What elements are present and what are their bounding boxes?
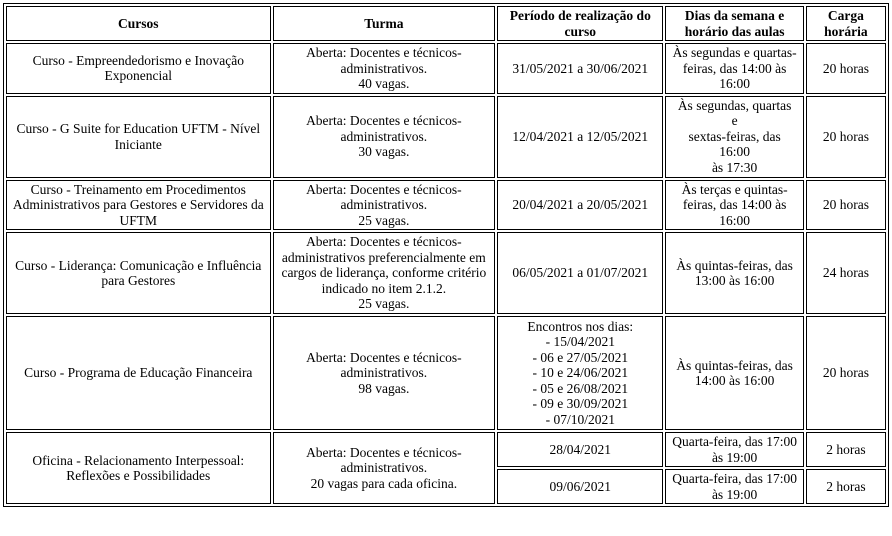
- cell-dias: Quarta-feira, das 17:00 às 19:00: [665, 432, 803, 467]
- table-row: [6, 180, 886, 231]
- cell-dias: Às segundas, quartas e sextas-feiras, das 16:00 às 17:30: [665, 96, 803, 178]
- cell-curso: Curso - G Suite for Education UFTM - Nível Iniciante: [6, 96, 271, 178]
- cell-periodo: 12/04/2021 a 12/05/2021: [497, 96, 663, 178]
- cell-turma: Aberta: Docentes e técnicos-administrativos. 98 vagas.: [273, 316, 496, 430]
- cell-carga: 20 horas: [806, 180, 886, 231]
- cell-dias: Às quintas-feiras, das 13:00 às 16:00: [665, 232, 803, 314]
- cell-dias: Às segundas e quartas-feiras, das 14:00 às 16:00: [665, 43, 803, 94]
- courses-table-wrapper: [3, 3, 889, 507]
- cell-turma: Aberta: Docentes e técnicos-administrativos preferencialmente em cargos de liderança, conforme critério indicado no item 2.1.2. 25 vagas.: [273, 232, 496, 314]
- header-turma: Turma: [273, 6, 496, 41]
- cell-periodo: Encontros nos dias: - 15/04/2021 - 06 e 27/05/2021 - 10 e 24/06/2021 - 05 e 26/08/2021 - 09 e 30/09/2021 - 07/10/2021: [497, 316, 663, 430]
- cell-turma: Aberta: Docentes e técnicos-administrativos. 30 vagas.: [273, 96, 496, 178]
- table-row: [6, 432, 886, 467]
- cell-carga: 2 horas: [806, 469, 886, 504]
- cell-carga: 20 horas: [806, 96, 886, 178]
- cell-dias: Às terças e quintas-feiras, das 14:00 às 16:00: [665, 180, 803, 231]
- cell-dias: Quarta-feira, das 17:00 às 19:00: [665, 469, 803, 504]
- cell-dias: Às quintas-feiras, das 14:00 às 16:00: [665, 316, 803, 430]
- header-carga: Carga horária: [806, 6, 886, 41]
- header-cursos: Cursos: [6, 6, 271, 41]
- cell-periodo: 28/04/2021: [497, 432, 663, 467]
- cell-turma: Aberta: Docentes e técnicos-administrativos. 40 vagas.: [273, 43, 496, 94]
- header-dias: Dias da semana e horário das aulas: [665, 6, 803, 41]
- cell-carga: 20 horas: [806, 316, 886, 430]
- table-row: [6, 316, 886, 430]
- table-row: [6, 96, 886, 178]
- header-row: [6, 6, 886, 41]
- cell-turma: Aberta: Docentes e técnicos-administrativos. 25 vagas.: [273, 180, 496, 231]
- cell-carga: 20 horas: [806, 43, 886, 94]
- cell-curso: Curso - Programa de Educação Financeira: [6, 316, 271, 430]
- cell-carga: 2 horas: [806, 432, 886, 467]
- header-periodo: Período de realização do curso: [497, 6, 663, 41]
- cell-periodo: 09/06/2021: [497, 469, 663, 504]
- cell-periodo: 06/05/2021 a 01/07/2021: [497, 232, 663, 314]
- cell-curso: Curso - Treinamento em Procedimentos Administrativos para Gestores e Servidores da UFTM: [6, 180, 271, 231]
- table-row: [6, 232, 886, 314]
- cell-curso: Curso - Liderança: Comunicação e Influência para Gestores: [6, 232, 271, 314]
- cell-carga: 24 horas: [806, 232, 886, 314]
- cell-turma: Aberta: Docentes e técnicos-administrativos. 20 vagas para cada oficina.: [273, 432, 496, 504]
- cell-curso: Curso - Empreendedorismo e Inovação Exponencial: [6, 43, 271, 94]
- courses-table: [3, 3, 889, 507]
- table-row: [6, 43, 886, 94]
- cell-curso: Oficina - Relacionamento Interpessoal: Reflexões e Possibilidades: [6, 432, 271, 504]
- cell-periodo: 31/05/2021 a 30/06/2021: [497, 43, 663, 94]
- cell-periodo: 20/04/2021 a 20/05/2021: [497, 180, 663, 231]
